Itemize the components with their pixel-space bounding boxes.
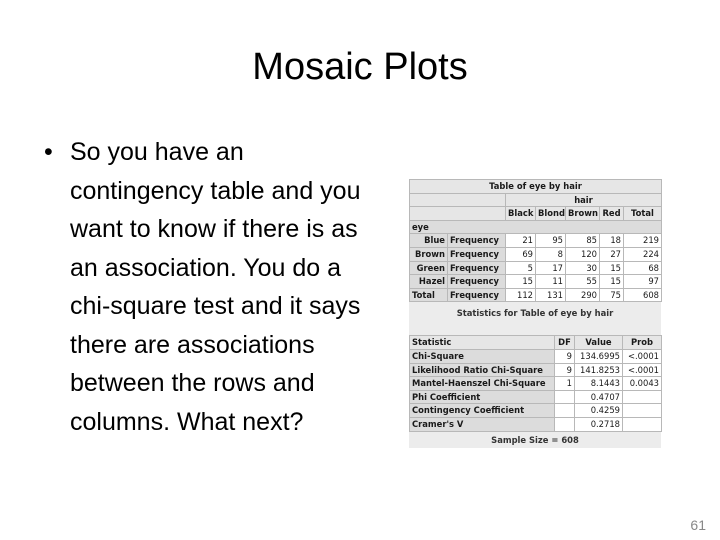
- cell-value: 55: [566, 275, 600, 289]
- stat-df: 9: [555, 349, 575, 363]
- stats-header: DF: [555, 336, 575, 350]
- stat-name: Phi Coefficient: [410, 390, 555, 404]
- table-row: [410, 404, 662, 418]
- bullet-point: [44, 133, 384, 441]
- stat-df: [555, 390, 575, 404]
- cell-value: 15: [600, 261, 624, 275]
- stat-prob: [623, 404, 662, 418]
- stat-df: [555, 417, 575, 431]
- cell-value: 75: [600, 288, 624, 302]
- bullet-marker: •: [44, 138, 53, 166]
- sample-size: Sample Size = 608: [409, 432, 661, 448]
- cell-value: 30: [566, 261, 600, 275]
- stat-prob: 0.0043: [623, 377, 662, 391]
- row-label: Hazel: [410, 275, 448, 289]
- freq-corner-cell: [410, 193, 506, 207]
- freq-col-header: Brown: [566, 207, 600, 221]
- frequency-table: [409, 179, 662, 302]
- cell-value: 219: [624, 234, 662, 248]
- row-stat: Frequency: [448, 261, 506, 275]
- row-label: Total: [410, 288, 448, 302]
- stat-value: 141.8253: [575, 363, 623, 377]
- stat-df: 9: [555, 363, 575, 377]
- cell-value: 120: [566, 247, 600, 261]
- cell-value: 5: [506, 261, 536, 275]
- stats-caption: Statistics for Table of eye by hair: [409, 302, 661, 324]
- cell-value: 131: [536, 288, 566, 302]
- table-row: [410, 247, 662, 261]
- cell-value: 27: [600, 247, 624, 261]
- row-stat: Frequency: [448, 275, 506, 289]
- cell-value: 290: [566, 288, 600, 302]
- stat-prob: <.0001: [623, 349, 662, 363]
- stat-prob: [623, 390, 662, 404]
- cell-value: 15: [506, 275, 536, 289]
- cell-value: 15: [600, 275, 624, 289]
- cell-value: 95: [536, 234, 566, 248]
- table-row: [410, 377, 662, 391]
- freq-corner-cell: [410, 207, 506, 221]
- table-row: [410, 261, 662, 275]
- row-stat: Frequency: [448, 288, 506, 302]
- row-stat: Frequency: [448, 247, 506, 261]
- table-row: [410, 363, 662, 377]
- cell-value: 17: [536, 261, 566, 275]
- stat-value: 0.4707: [575, 390, 623, 404]
- stat-value: 8.1443: [575, 377, 623, 391]
- freq-col-header: Blond: [536, 207, 566, 221]
- row-label: Green: [410, 261, 448, 275]
- stats-gap: [409, 324, 661, 335]
- stat-prob: [623, 417, 662, 431]
- cell-value: 112: [506, 288, 536, 302]
- table-row: [410, 349, 662, 363]
- stats-header: Value: [575, 336, 623, 350]
- cell-value: 8: [536, 247, 566, 261]
- stats-header: Statistic: [410, 336, 555, 350]
- freq-col-header: Red: [600, 207, 624, 221]
- freq-col-header: Black: [506, 207, 536, 221]
- sas-output-image: [409, 179, 661, 448]
- row-label: Blue: [410, 234, 448, 248]
- table-row: [410, 417, 662, 431]
- cell-value: 21: [506, 234, 536, 248]
- stats-header-row: [410, 336, 662, 350]
- freq-col-var: hair: [506, 193, 662, 207]
- row-stat: Frequency: [448, 234, 506, 248]
- cell-value: 69: [506, 247, 536, 261]
- stat-name: Cramer's V: [410, 417, 555, 431]
- freq-col-header: Total: [624, 207, 662, 221]
- freq-table-title: Table of eye by hair: [410, 180, 662, 194]
- stat-value: 0.2718: [575, 417, 623, 431]
- freq-row-var: eye: [410, 220, 662, 234]
- stat-value: 0.4259: [575, 404, 623, 418]
- statistics-table: [409, 335, 662, 431]
- table-row: [410, 275, 662, 289]
- stat-prob: <.0001: [623, 363, 662, 377]
- table-row: [410, 234, 662, 248]
- stat-name: Mantel-Haenszel Chi-Square: [410, 377, 555, 391]
- stat-name: Chi-Square: [410, 349, 555, 363]
- cell-value: 608: [624, 288, 662, 302]
- slide-title: Mosaic Plots: [252, 46, 468, 88]
- cell-value: 97: [624, 275, 662, 289]
- stat-df: 1: [555, 377, 575, 391]
- stat-df: [555, 404, 575, 418]
- table-row: [410, 390, 662, 404]
- cell-value: 68: [624, 261, 662, 275]
- stat-name: Likelihood Ratio Chi-Square: [410, 363, 555, 377]
- page-number: 61: [690, 517, 706, 533]
- cell-value: 11: [536, 275, 566, 289]
- bullet-text: So you have an contingency table and you want to know if there is as an association. You do a chi-square test and it says there are associations between the rows and columns. What next?: [70, 138, 361, 436]
- stat-name: Contingency Coefficient: [410, 404, 555, 418]
- table-row: [410, 288, 662, 302]
- cell-value: 224: [624, 247, 662, 261]
- stat-value: 134.6995: [575, 349, 623, 363]
- cell-value: 85: [566, 234, 600, 248]
- cell-value: 18: [600, 234, 624, 248]
- row-label: Brown: [410, 247, 448, 261]
- stats-header: Prob: [623, 336, 662, 350]
